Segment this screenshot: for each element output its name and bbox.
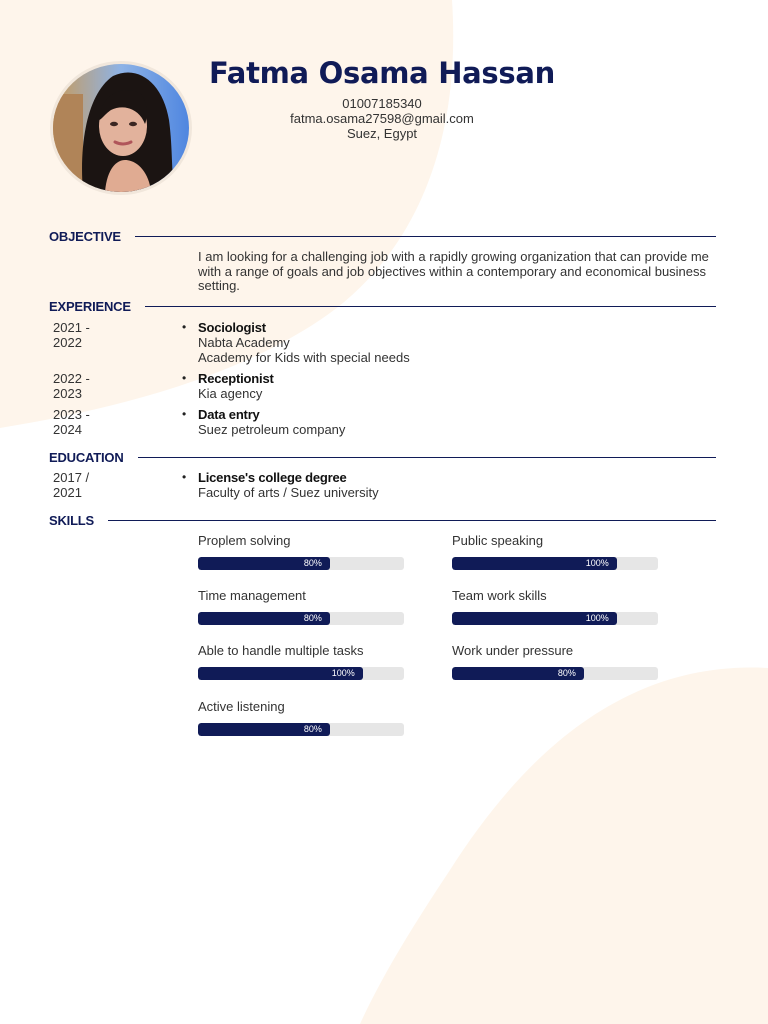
skill-bar-fill: [198, 723, 330, 736]
skill-name: Active listening: [198, 699, 285, 714]
skills-heading: SKILLS: [49, 512, 95, 528]
email-address: fatma.osama27598@gmail.com: [290, 111, 474, 126]
date-start: 2021 -: [53, 320, 90, 335]
skill-bar-fill: [198, 667, 363, 680]
skills-section-header: [49, 512, 716, 528]
skill-name: Public speaking: [452, 533, 544, 548]
skill-bar-fill: [198, 612, 330, 625]
location: Suez, Egypt: [346, 126, 418, 141]
job-title: Receptionist: [198, 371, 274, 386]
objective-section-header: [49, 228, 716, 244]
date-end: 2024: [53, 422, 82, 437]
education-divider: [138, 457, 716, 458]
skill-percent: 80%: [303, 724, 322, 734]
degree-title: License's college degree: [198, 470, 347, 485]
objective-divider: [135, 236, 716, 237]
phone-number: 01007185340: [342, 96, 422, 111]
skill-bar-fill: [198, 557, 330, 570]
skill-percent: 80%: [303, 613, 322, 623]
date-start: 2023 -: [53, 407, 90, 422]
date-end: 2021: [53, 485, 82, 500]
skill-item: [198, 588, 404, 623]
bullet: •: [182, 320, 187, 334]
employer: Suez petroleum company: [198, 422, 346, 437]
experience-date: [53, 407, 113, 437]
skill-bar-track: [452, 612, 658, 625]
education-date: [53, 470, 113, 500]
bullet: •: [182, 470, 187, 484]
date-start: 2022 -: [53, 371, 90, 386]
profile-photo: [50, 61, 192, 195]
employer: Kia agency: [198, 386, 263, 401]
date-end: 2023: [53, 386, 82, 401]
skill-percent: 100%: [585, 558, 609, 568]
bullet: •: [182, 371, 187, 385]
skill-item: [452, 588, 658, 623]
experience-section-header: [49, 298, 716, 314]
skill-item: [198, 643, 404, 678]
skill-name: Team work skills: [452, 588, 547, 603]
skill-percent: 80%: [303, 558, 322, 568]
date-start: 2017 /: [53, 470, 90, 485]
skill-percent: 100%: [331, 668, 355, 678]
skill-bar-track: [198, 557, 404, 570]
education-heading: EDUCATION: [49, 449, 124, 465]
bullet: •: [182, 407, 187, 421]
experience-details: [198, 320, 718, 365]
portrait-image: [53, 64, 189, 192]
date-end: 2022: [53, 335, 82, 350]
experience-heading: EXPERIENCE: [49, 298, 131, 314]
skill-percent: 100%: [585, 613, 609, 623]
education-section-header: [49, 449, 716, 465]
job-title: Sociologist: [198, 320, 266, 335]
skill-name: Time management: [198, 588, 306, 603]
skill-item: [198, 699, 404, 734]
contact-info: [232, 96, 532, 141]
skill-name: Work under pressure: [452, 643, 574, 658]
experience-details: [198, 407, 718, 437]
employer-description: Academy for Kids with special needs: [198, 350, 410, 365]
job-title: Data entry: [198, 407, 260, 422]
candidate-name: Fatma Osama Hassan: [209, 56, 555, 90]
institution: Faculty of arts / Suez university: [198, 485, 379, 500]
skill-bar-fill: [452, 557, 617, 570]
experience-date: [53, 371, 113, 401]
skill-bar-track: [198, 667, 404, 680]
skill-bar-track: [452, 557, 658, 570]
skill-bar-track: [452, 667, 658, 680]
skill-percent: 80%: [557, 668, 576, 678]
skill-bar-fill: [452, 667, 584, 680]
education-details: [198, 470, 718, 500]
employer: Nabta Academy: [198, 335, 290, 350]
skill-name: Proplem solving: [198, 533, 291, 548]
skill-item: [452, 533, 658, 568]
skills-divider: [108, 520, 716, 521]
skill-item: [452, 643, 658, 678]
experience-date: [53, 320, 113, 350]
skill-bar-fill: [452, 612, 617, 625]
skill-bar-track: [198, 612, 404, 625]
objective-text: I am looking for a challenging job with a rapidly growing organization that can provide me with a range of goals and job objectives within a contemporary and economical business setting.: [198, 249, 709, 293]
skill-name: Able to handle multiple tasks: [198, 643, 364, 658]
skill-item: [198, 533, 404, 568]
objective-heading: OBJECTIVE: [49, 228, 121, 244]
experience-details: [198, 371, 718, 401]
skill-bar-track: [198, 723, 404, 736]
experience-divider: [145, 306, 716, 307]
